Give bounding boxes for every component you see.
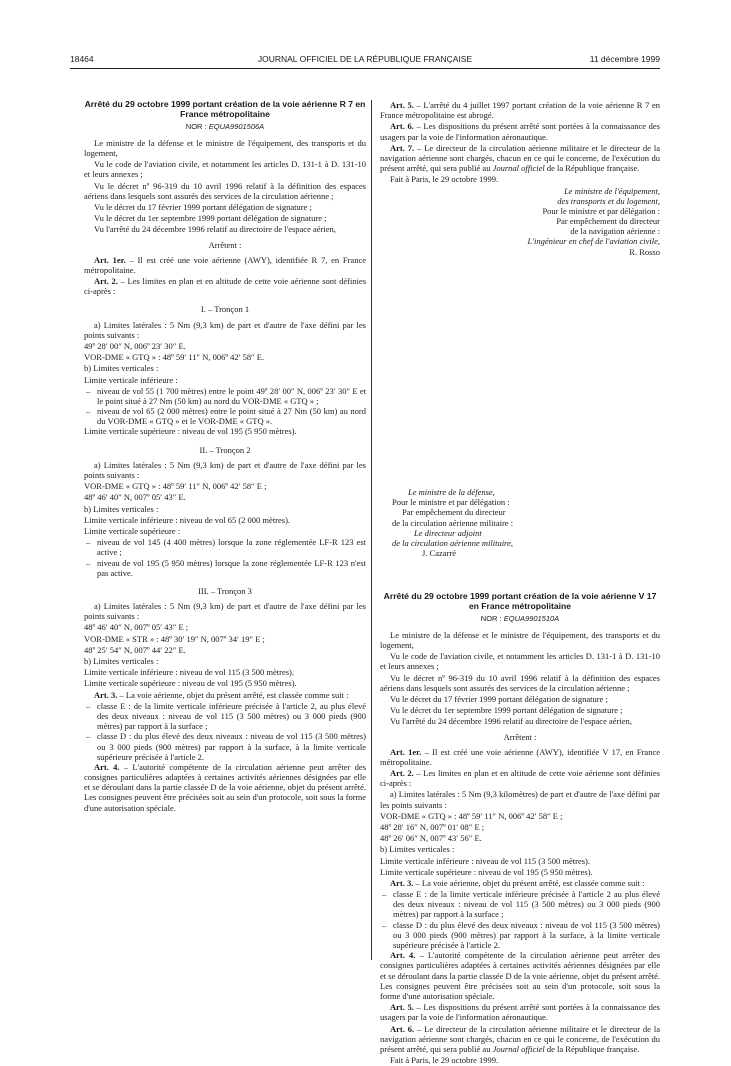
signature-defense-block xyxy=(380,487,660,558)
article-text: – Il est créé une voie aérienne (AWY), identifiée V 17, en France métropolitaine. xyxy=(380,746,660,767)
article-4 xyxy=(84,762,366,813)
article-label: Art. 3. xyxy=(390,877,414,888)
article-text: – Les dispositions du présent arrêté sont portées à la connaissance des usagers par la voie de l'information aéronautique. xyxy=(380,121,660,142)
signatory-name: R. Rosso xyxy=(629,246,660,257)
article-2 xyxy=(84,276,366,296)
article-6 xyxy=(380,1024,660,1055)
article-label: Art. 5. xyxy=(390,100,414,110)
signature-line: Le ministre de l'équipement, xyxy=(564,185,660,196)
upper-limit-label: Limite verticale supérieure : xyxy=(84,525,181,536)
nor-code: EQUA9901506A xyxy=(208,121,265,131)
vertical-limits: b) Limites verticales : xyxy=(84,656,159,666)
visa: Vu le décret nº 96-319 du 10 avril 1996 relatif à la définition des espaces aériens dans lesquels sont assurés des services de la circulation aérienne ; xyxy=(84,180,366,201)
article-text: – Les dispositions du présent arrêté sont portées à la connaissance des usagers par la voie de l'information aéronautique. xyxy=(380,1002,660,1023)
waypoint: VOR-DME « STR » : 48º 30′ 19″ N, 007º 34′ 19″ E ; xyxy=(84,633,265,644)
waypoint: VOR-DME « GTQ » : 48º 59′ 11″ N, 006º 42′ 58″ E ; xyxy=(84,481,267,492)
list-item: – classe E : de la limite verticale inférieure précisée à l'article 2, au plus élevé des deux niveaux : niveau de vol 115 (3 500 mètres) ou 3 000 pieds (900 mètres) par rapport à la surface ; xyxy=(84,701,366,732)
arrete-r7-title: Arrêté du 29 octobre 1999 portant création de la voie aérienne R 7 en France métropolitaine xyxy=(84,99,366,119)
article-text: – L'autorité compétente de la circulation aérienne peut arrêter des consignes particulières adaptées à certaines activités aériennes désignées par elle et se déroulant dans la partie classée D de la voie aérienne, objet du présent arrêté. Les consignes peuvent être précisées soit au sein d'un protocole, soit sous la forme d'une autorisation spéciale. xyxy=(84,761,367,813)
column-divider xyxy=(371,100,372,960)
article-text: de la République française. xyxy=(544,1043,640,1054)
preamble: Le ministre de la défense et le ministre de l'équipement, des transports et du logement, xyxy=(380,629,660,650)
signature-line: de la navigation aérienne : xyxy=(570,226,660,237)
article-label: Art. 4. xyxy=(94,761,120,772)
article-1 xyxy=(380,747,660,767)
waypoint: 48º 25′ 54″ N, 007º 44′ 22″ E. xyxy=(84,644,186,655)
signature-line: des transports et du logement, xyxy=(557,195,660,206)
article-text: – La voie aérienne, objet du présent arrêté, est classée comme suit : xyxy=(117,689,349,700)
visa: Vu le code de l'aviation civile, et notamment les articles D. 131-1 à D. 131-10 et leurs annexes ; xyxy=(380,651,660,672)
signature-equipement xyxy=(380,186,660,257)
arrete-r7-nor xyxy=(84,122,366,131)
visa: Vu le code de l'aviation civile, et notamment les articles D. 131-1 à D. 131-10 et leurs annexes ; xyxy=(84,159,366,180)
class-list xyxy=(84,701,366,762)
signature-line: Par empêchement du directeur xyxy=(402,507,506,518)
lateral-limits: a) Limites latérales : 5 Nm (9,3 km) de part et d'autre de l'axe défini par les points suivants : xyxy=(84,459,366,480)
article-label: Art. 2. xyxy=(390,768,414,778)
waypoint: 48º 46′ 40″ N, 007º 05′ 43″ E. xyxy=(84,492,186,503)
article-label: Art. 2. xyxy=(94,276,118,286)
article-text: – Le directeur de la circulation aérienne militaire et le directeur de la navigation aérienne sont chargés, chacun en ce qui le concerne, de l'exécution du présent arrêté, qui sera publié au xyxy=(380,1023,660,1054)
signature-line: de la circulation aérienne militaire, xyxy=(392,537,513,548)
journal-reference: Journal officiel xyxy=(492,163,545,174)
fait-a-paris: Fait à Paris, le 29 octobre 1999. xyxy=(390,1055,499,1066)
article-label: Art. 6. xyxy=(390,121,414,132)
signature-line: Pour le ministre et par délégation : xyxy=(542,205,660,216)
list-item: – niveau de vol 195 (5 950 mètres) lorsque la zone réglementée LF-R 123 n'est pas active. xyxy=(84,558,366,578)
visa: Vu le décret du 17 février 1999 portant délégation de signature ; xyxy=(390,693,608,704)
visa: Vu le décret du 17 février 1999 portant délégation de signature ; xyxy=(94,201,312,212)
vertical-limits: b) Limites verticales : xyxy=(380,844,455,855)
troncon-1-heading: I. – Tronçon 1 xyxy=(200,304,250,315)
signature-defense xyxy=(392,487,660,558)
article-1 xyxy=(84,255,366,275)
article-label: Art. 5. xyxy=(390,1002,414,1013)
lower-limit-list xyxy=(84,386,366,427)
journal-reference: Journal officiel xyxy=(492,1043,545,1054)
visa: Vu le décret du 1er septembre 1999 portant délégation de signature ; xyxy=(390,705,623,716)
article-text: – Les limites en plan et en altitude de cette voie aérienne sont définies ci-après : xyxy=(380,768,660,789)
nor-label: NOR : xyxy=(185,121,207,131)
waypoint: 48º 28′ 16″ N, 007º 01′ 08″ E ; xyxy=(380,821,485,832)
lateral-limits: a) Limites latérales : 5 Nm (9,3 km) de part et d'autre de l'axe défini par les points suivants : xyxy=(84,601,366,622)
article-label: Art. 1er. xyxy=(94,254,126,265)
upper-limit: Limite verticale supérieure : niveau de vol 195 (5 950 mètres). xyxy=(380,866,593,877)
list-item: – classe E : de la limite verticale inférieure précisée à l'article 2 au plus élevé des deux niveaux : niveau de vol 115 (3 500 mètres) ou 3 000 pieds (900 mètres) par rapport à la surface ; xyxy=(380,889,660,920)
issue-date: 11 décembre 1999 xyxy=(589,54,660,64)
article-5 xyxy=(380,100,660,120)
list-item: – niveau de vol 65 (2 000 mètres) entre le point situé à 27 Nm (50 km) au nord du VOR-DME « GTQ » et le VOR-DME « GTQ ». xyxy=(84,406,366,426)
article-text: – Les limites en plan et en altitude de cette voie aérienne sont définies ci-après : xyxy=(84,276,366,297)
list-item: – niveau de vol 55 (1 700 mètres) entre le point 49º 28′ 00″ N, 006º 23′ 30″ E et le point situé à 27 Nm (50 km) au nord du VOR-DME « GTQ » ; xyxy=(84,386,366,406)
arrete-v17 xyxy=(380,592,660,1066)
troncon-2-heading: II. – Tronçon 2 xyxy=(199,444,251,455)
waypoint: 48º 26′ 06″ N, 007º 43′ 56″ E. xyxy=(380,833,482,844)
article-7 xyxy=(380,143,660,174)
lower-limit: Limite verticale inférieure : niveau de vol 65 (2 000 mètres). xyxy=(84,514,291,525)
visa: Vu le décret nº 96-319 du 10 avril 1996 relatif à la définition des espaces aériens dans lesquels sont assurés des services de la circulation aérienne ; xyxy=(380,672,660,693)
article-label: Art. 3. xyxy=(94,689,118,700)
arrete-v17-nor xyxy=(380,614,660,623)
signature-line: Le ministre de la défense, xyxy=(408,487,495,497)
article-text: – Il est créé une voie aérienne (AWY), identifiée R 7, en France métropolitaine. xyxy=(84,254,366,275)
article-6 xyxy=(380,121,660,141)
upper-limit: Limite verticale supérieure : niveau de vol 195 (5 950 mètres). xyxy=(84,678,297,689)
journal-title: JOURNAL OFFICIEL DE LA RÉPUBLIQUE FRANÇAISE xyxy=(257,54,473,64)
signatory-name: J. Cazarré xyxy=(422,548,456,559)
list-item: – niveau de vol 145 (4 400 mètres) lorsque la zone réglementée LF-R 123 est active ; xyxy=(84,537,366,557)
upper-limit: Limite verticale supérieure : niveau de vol 195 (5 950 mètres). xyxy=(84,426,297,437)
fait-a-paris: Fait à Paris, le 29 octobre 1999. xyxy=(390,174,499,185)
nor-label: NOR : xyxy=(480,613,502,623)
visa: Vu l'arrêté du 24 décembre 1996 relatif au directoire de l'espace aérien, xyxy=(94,224,336,235)
article-text: – La voie aérienne, objet du présent arrêté, est classée comme suit : xyxy=(413,877,645,888)
article-label: Art. 7. xyxy=(390,142,415,153)
class-list xyxy=(380,889,660,950)
lateral-limits: a) Limites latérales : 5 Nm (9,3 kilomètres) de part et d'autre de l'axe défini par les points suivants : xyxy=(380,789,660,810)
article-3 xyxy=(380,878,660,888)
vertical-limits: b) Limites verticales : xyxy=(84,363,159,374)
list-item: – classe D : du plus élevé des deux niveaux : niveau de vol 115 (3 500 mètres) ou 3 000 pieds (900 mètres) par rapport à la surface, à la limite verticale supérieure précisée à l'article 2. xyxy=(84,731,366,762)
lateral-limits: a) Limites latérales : 5 Nm (9,3 km) de part et d'autre de l'axe défini par les points suivants : xyxy=(84,319,366,340)
signature-line: Pour le ministre et par délégation : xyxy=(392,497,510,508)
article-text: – L'autorité compétente de la circulation aérienne peut arrêter des consignes particulières adaptées à certaines activités aériennes désignées par elle et se déroulant dans la partie classée D de la voie aérienne, objet du présent arrêté. Les consignes peuvent être précisées soit au sein d'un protocole, soit sous la forme d'une autorisation spéciale. xyxy=(380,950,660,1001)
left-column xyxy=(84,100,366,814)
visa: Vu le décret du 1er septembre 1999 portant délégation de signature ; xyxy=(94,213,327,224)
article-4 xyxy=(380,950,660,1001)
arretent: Arrêtent : xyxy=(503,732,537,743)
right-column xyxy=(380,100,660,257)
arretent: Arrêtent : xyxy=(208,240,242,251)
article-label: Art. 6. xyxy=(390,1023,415,1034)
article-5 xyxy=(380,1002,660,1022)
signature-line: Par empêchement du directeur xyxy=(556,216,660,227)
lower-limit-label: Limite verticale inférieure : xyxy=(84,374,178,385)
list-item: – classe D : du plus élevé des deux niveaux : niveau de vol 115 (3 500 mètres) ou 3 000 pieds (900 mètres) par rapport à la surface, à la limite verticale supérieure précisée à l'article 2. xyxy=(380,920,660,951)
upper-limit-list xyxy=(84,537,366,578)
signature-line: de la circulation aérienne militaire : xyxy=(392,517,514,528)
signature-line: L'ingénieur en chef de l'aviation civile, xyxy=(527,236,660,247)
signature-line: Le directeur adjoint xyxy=(414,527,482,538)
preamble: Le ministre de la défense et le ministre de l'équipement, des transports et du logement, xyxy=(84,137,366,158)
article-text: – L'arrêté du 4 juillet 1997 portant création de la voie aérienne R 7 en France métropolitaine est abrogé. xyxy=(380,100,660,121)
vertical-limits: b) Limites verticales : xyxy=(84,503,159,514)
article-text: – Le directeur de la circulation aérienne militaire et le directeur de la navigation aérienne sont chargés, chacun en ce qui le concerne, de l'exécution du présent arrêté, qui sera publié au xyxy=(380,142,660,174)
nor-code: EQUA9901510A xyxy=(503,613,560,623)
page-number: 18464 xyxy=(70,54,94,64)
header-rule xyxy=(70,68,660,69)
waypoint: VOR-DME « GTQ » : 48º 59′ 11″ N, 006º 42′ 58″ E ; xyxy=(380,810,563,821)
waypoint: VOR-DME « GTQ » : 48º 59′ 11″ N, 006º 42′ 58″ E. xyxy=(84,352,265,363)
page-header xyxy=(70,54,660,68)
waypoint: 48º 46′ 40″ N, 007º 05′ 43″ E ; xyxy=(84,622,189,633)
article-label: Art. 1er. xyxy=(390,746,422,757)
lower-limit: Limite verticale inférieure : niveau de vol 115 (3 500 mètres). xyxy=(84,667,294,678)
article-label: Art. 4. xyxy=(390,950,416,961)
article-2 xyxy=(380,768,660,788)
article-text: de la République française. xyxy=(544,163,640,174)
troncon-3-heading: III. – Tronçon 3 xyxy=(198,585,252,596)
waypoint: 49º 28′ 00″ N, 006º 23′ 30″ E. xyxy=(84,340,186,351)
visa: Vu l'arrêté du 24 décembre 1996 relatif au directoire de l'espace aérien, xyxy=(390,716,632,727)
lower-limit: Limite verticale inférieure : niveau de vol 115 (3 500 mètres). xyxy=(380,855,590,866)
arrete-v17-title: Arrêté du 29 octobre 1999 portant création de la voie aérienne V 17 en France métropolitaine xyxy=(383,591,657,611)
article-3 xyxy=(84,690,366,700)
